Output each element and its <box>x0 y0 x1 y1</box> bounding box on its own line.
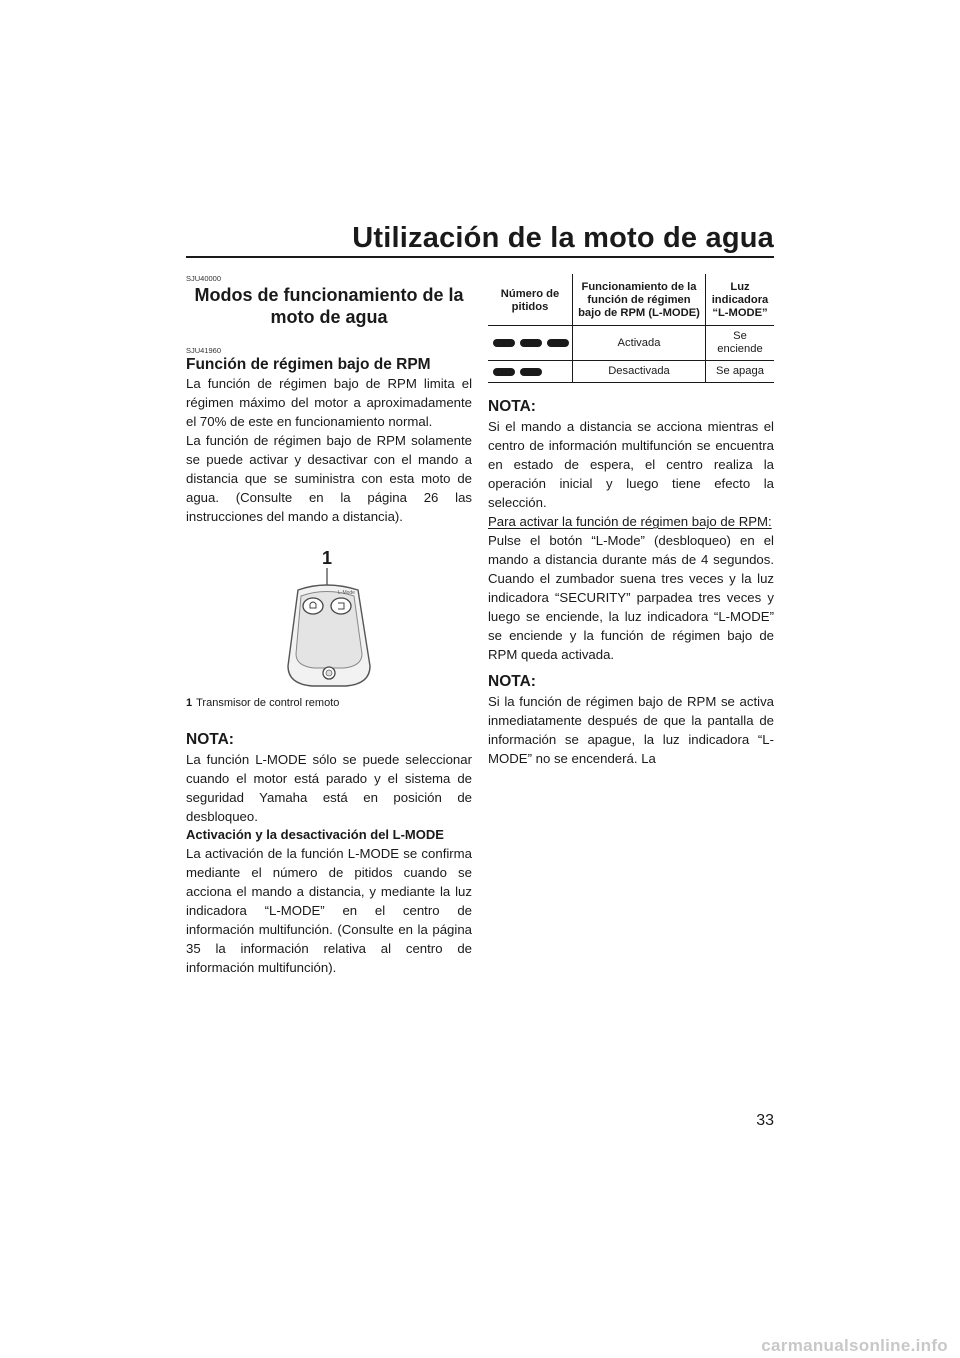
beep-icon <box>547 339 569 347</box>
nota-text-1: La función L-MODE sólo se puede seleccionar cuando el motor está parado y el sistema de seguridad Yamaha está en posición de desbloqueo. <box>186 752 472 824</box>
page-header-title: Utilización de la moto de agua <box>352 222 774 254</box>
table-header-function: Funcionamiento de la función de régimen bajo de RPM (L-MODE) <box>573 274 706 326</box>
table-header-beeps: Número de pitidos <box>488 274 573 326</box>
activation-heading: Activación y la desactivación del L-MODE <box>186 827 444 842</box>
section-code: SJU40000 <box>186 274 222 283</box>
subsection-title: Función de régimen bajo de RPM <box>186 356 431 373</box>
light-cell: Se enciende <box>706 326 775 361</box>
watermark: carmanualsonline.info <box>761 1336 948 1355</box>
beep-icon <box>493 339 515 347</box>
paragraph-press-button: Pulse el botón “L-Mode” (desbloqueo) en el mando a distancia durante más de 4 segundos. Cuando el zumbador suena tres veces y la luz indicadora “SECURITY” parpadea tres veces y luego se enciende, la luz indicadora “L-MODE” se enciende y la función de régimen bajo de RPM queda activada. <box>488 533 774 662</box>
lmode-table <box>488 274 774 383</box>
beep-icon <box>493 368 515 376</box>
nota-label-3: NOTA: <box>488 673 536 690</box>
nota-label-1: NOTA: <box>186 731 234 748</box>
function-cell: Desactivada <box>573 361 706 383</box>
nota-label-2: NOTA: <box>488 398 536 415</box>
paragraph-activation: La activación de la función L-MODE se confirma mediante el número de pitidos cuando se acciona el mando a distancia, y mediante la luz indicadora “L-MODE” en el centro de información multifunción. (Consulte en la página 35 la información relativa al centro de información multifunción). <box>186 846 472 975</box>
beep-pattern-3 <box>491 339 569 347</box>
header-rule <box>186 256 774 258</box>
callout-number: 1 <box>321 548 333 568</box>
beep-pattern-2 <box>491 368 569 376</box>
figure-caption <box>186 696 472 710</box>
section-title: Modos de funcionamiento de la moto de agua <box>194 285 464 327</box>
activate-heading: Para activar la función de régimen bajo de RPM: <box>488 514 772 529</box>
remote-transmitter-illustration <box>186 548 472 688</box>
device-mode-label: L-Mode <box>338 590 355 596</box>
beep-icon <box>520 339 542 347</box>
beep-cell <box>488 361 573 383</box>
table-header-light: Luz indicadora “L-MODE” <box>706 274 775 326</box>
caption-number: 1 <box>186 697 193 709</box>
table-row <box>488 326 774 361</box>
caption-text: Transmisor de control remoto <box>196 697 340 709</box>
function-cell: Activada <box>573 326 706 361</box>
beep-cell <box>488 326 573 361</box>
nota-text-2: Si el mando a distancia se acciona mientras el centro de información multifunción se encuentra en estado de espera, el centro realiza la operación inicial y luego tiene efecto la selección. <box>488 419 774 510</box>
light-cell: Se apaga <box>706 361 775 383</box>
subsection-code: SJU41960 <box>186 346 222 355</box>
left-column <box>186 274 472 977</box>
beep-icon <box>520 368 542 376</box>
nota-text-3: Si la función de régimen bajo de RPM se activa inmediatamente después de que la pantalla de información se apague, la luz indicadora “L-MODE” no se encenderá. La <box>488 694 774 766</box>
paragraph-remote: La función de régimen bajo de RPM solamente se puede activar y desactivar con el mando a distancia que se suministra con esta moto de agua. (Consulte en la página 26 las instrucciones del mando a distancia). <box>186 433 472 524</box>
table-row <box>488 361 774 383</box>
remote-figure <box>186 548 472 688</box>
paragraph-limit: La función de régimen bajo de RPM limita el régimen máximo del motor a aproximadamente el 70% de este en funcionamiento normal. <box>186 376 472 429</box>
right-column <box>488 274 774 768</box>
page-number: 33 <box>756 1112 774 1129</box>
